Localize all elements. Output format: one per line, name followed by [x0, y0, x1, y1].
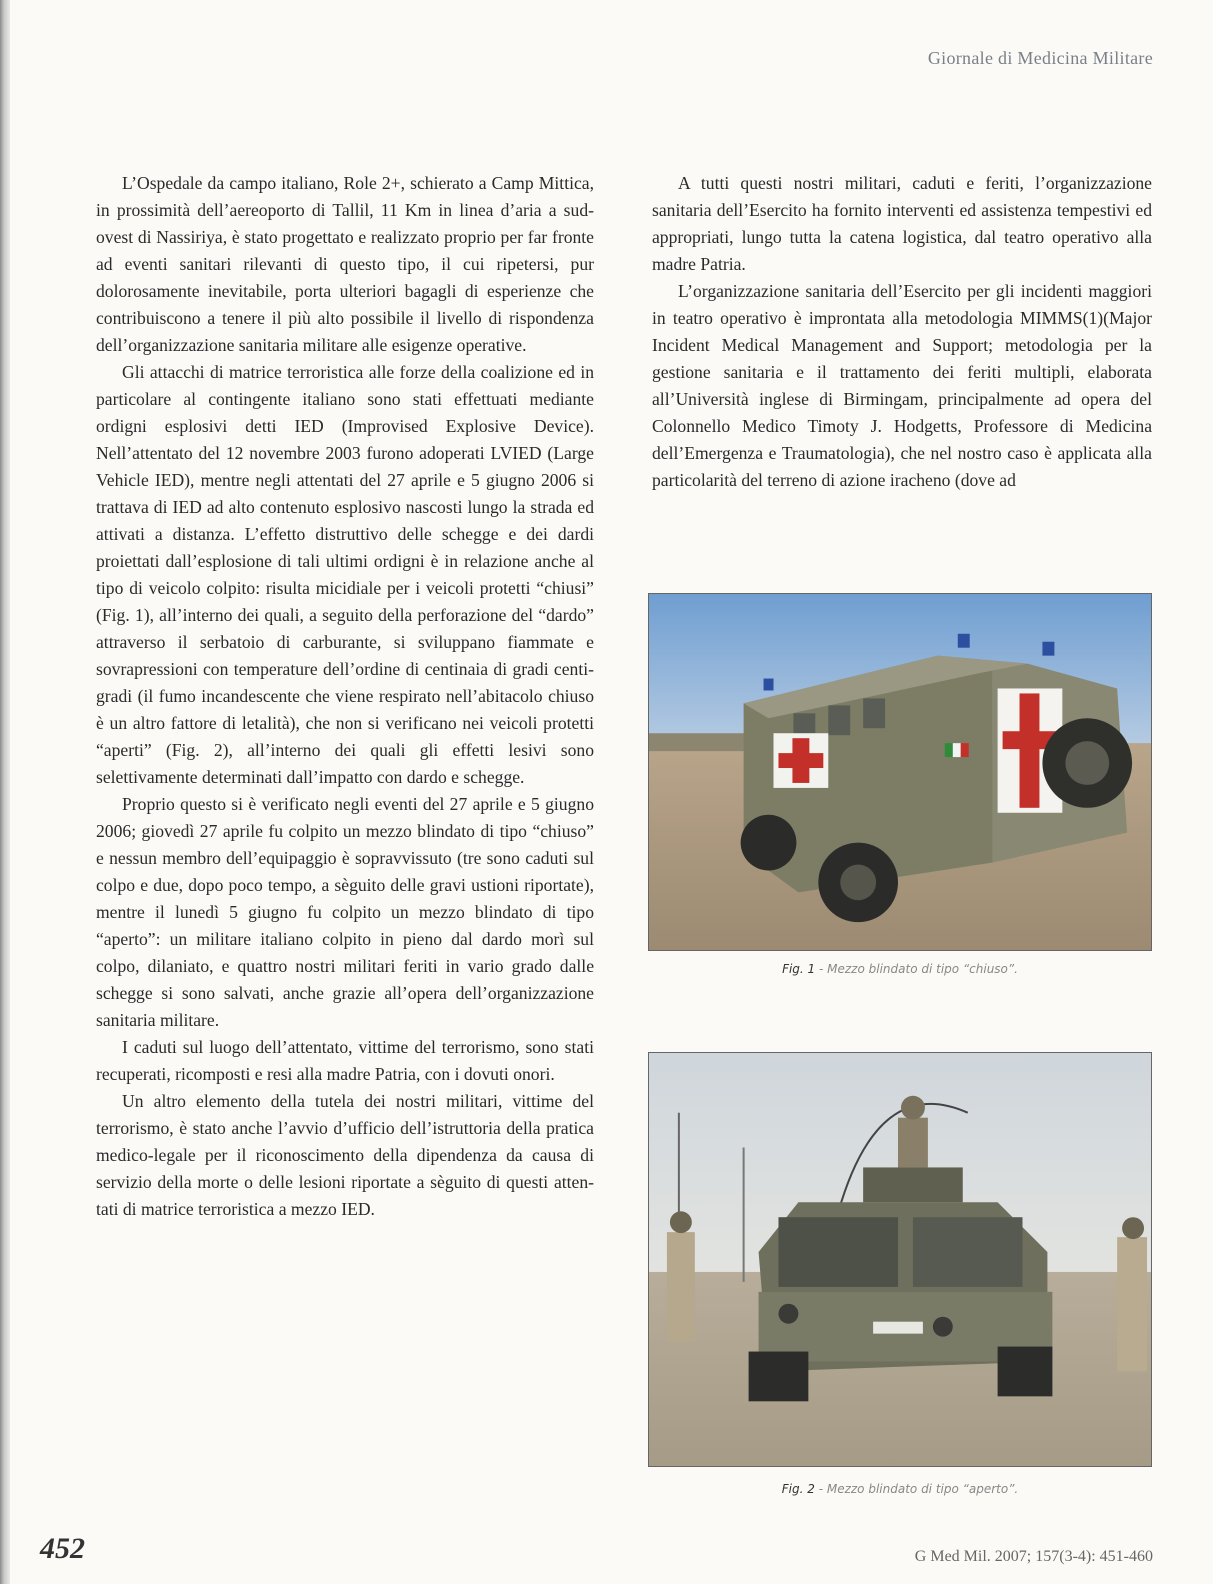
- paragraph: A tutti questi nostri militari, caduti e feriti, l’organizzazione sanitaria dell’Esercito ha fornito interventi ed assistenza tempestivi ed appropriati, lungo tutta la catena logistica, dal teatro operativo alla madre Patria.: [652, 173, 1152, 274]
- figure-label: Fig. 2: [781, 1482, 815, 1496]
- figure-label: Fig. 1: [782, 962, 816, 976]
- figure-1-caption: [648, 962, 1152, 976]
- figure-1-photo: [648, 593, 1152, 951]
- figure-2-caption: [648, 1482, 1152, 1496]
- paragraph: L’organizzazione sanitaria dell’Esercito per gli incidenti maggiori in teatro operativo è improntata alla metodologia MIMMS(1)(Major Incident Medical Management and Support; metodologia per la gestione sanitaria e il trattamento dei feriti multipli, elaborata all’Università inglese di Birmingam, principalmente ad opera del Colonnello Medico Timoty J. Hodgetts, Professore di Medicina dell’Emergenza e Traumatologia), che nel nostro caso è applicata alla particolarità del terreno di azione iracheno (dove ad: [652, 281, 1152, 490]
- journal-citation: G Med Mil. 2007; 157(3-4): 451-460: [914, 1548, 1153, 1565]
- figure-caption-text: - Mezzo blindato di tipo “chiuso”.: [815, 962, 1018, 976]
- paragraph: L’Ospedale da campo italiano, Role 2+, schierato a Camp Mittica, in prossimità dell’aereoporto di Tallil, 11 Km in linea d’aria a sud-ovest di Nassiriya, è stato progettato e realizzato proprio per far fronte ad eventi sanitari rilevanti di questo tipo, il cui ripetersi, pur dolorosamente inevitabile, porta ulteriori bagagli di esperienze che contribuiscono a tenere il più alto possibile il livello di rispondenza dell’organizzazione sanitaria militare alle esigenze operative.: [96, 173, 594, 355]
- figure-caption-text: - Mezzo blindato di tipo “aperto”.: [814, 1482, 1019, 1496]
- figure-2-photo: [648, 1052, 1152, 1467]
- armored-ambulance-image: [648, 593, 1152, 951]
- open-armored-vehicle-image: [648, 1052, 1152, 1467]
- page-number: 452: [40, 1532, 85, 1565]
- paragraph: Proprio questo si è verificato negli eventi del 27 aprile e 5 giugno 2006; giovedì 27 aprile fu colpito un mezzo blindato di tipo “chiuso” e nessun membro dell’equipaggio è sopravvissuto (tre sono caduti sul colpo e due, dopo poco tempo, a sèguito delle gravi ustioni riportate), mentre il lunedì 5 giugno fu colpito un mezzo blindato di tipo “aperto”: un militare italiano colpito in pieno dal dardo morì sul colpo, dilaniato, e quattro nostri militari feriti in vario grado dalle schegge si sono salvati, anche grazie all’opera dell’organizzazione sanitaria militare.: [96, 794, 594, 1030]
- paragraph: I caduti sul luogo dell’attentato, vittime del terrorismo, sono stati recuperati, ricomposti e resi alla madre Patria, con i dovuti onori.: [96, 1037, 594, 1084]
- paragraph: Un altro elemento della tutela dei nostri militari, vittime del terrorismo, è stato anche l’avvio d’ufficio dell’istruttoria della pratica medico-legale per il riconoscimento della dipendenza da causa di servizio della morte o delle lesioni riportate a sèguito di questi attentati di matrice terroristica a mezzo IED.: [96, 1091, 594, 1219]
- left-column: [96, 170, 594, 1223]
- journal-title: Giornale di Medicina Militare: [927, 48, 1153, 68]
- page-binding-edge: [0, 0, 10, 1584]
- right-column: [652, 170, 1152, 494]
- paragraph: Gli attacchi di matrice terroristica alle forze della coalizione ed in particolare al contingente italiano sono stati effettuati mediante ordigni esplosivi detti IED (Improvised Explosive Device). Nell’attentato del 12 novembre 2003 furono adoperati LVIED (Large Vehicle IED), mentre negli attentati del 27 aprile e 5 giugno 2006 si trattava di IED ad alto contenuto esplosivo nascosti lungo la strada ed attivati a distanza. L’effetto distruttivo delle schegge e dei dardi proiettati dall’esplosione di tali ultimi ordigni è in relazione anche al tipo di veicolo colpito: risulta micidiale per i veicoli protetti “chiusi” (Fig. 1), all’interno dei quali, a seguito della perforazione del “dardo” attraverso il serbatoio di carburante, si sviluppano fiammate e sovrapressioni con temperature dell’ordine di centinaia di gradi centigradi (il fumo incandescente che viene respirato nell’abitacolo chiuso è un altro fattore di letalità), che non si verificano nei veicoli protetti “aperti” (Fig. 2), all’interno dei quali gli effetti lesivi sono selettivamente determinati dall’impatto con dardo e schegge.: [96, 362, 594, 787]
